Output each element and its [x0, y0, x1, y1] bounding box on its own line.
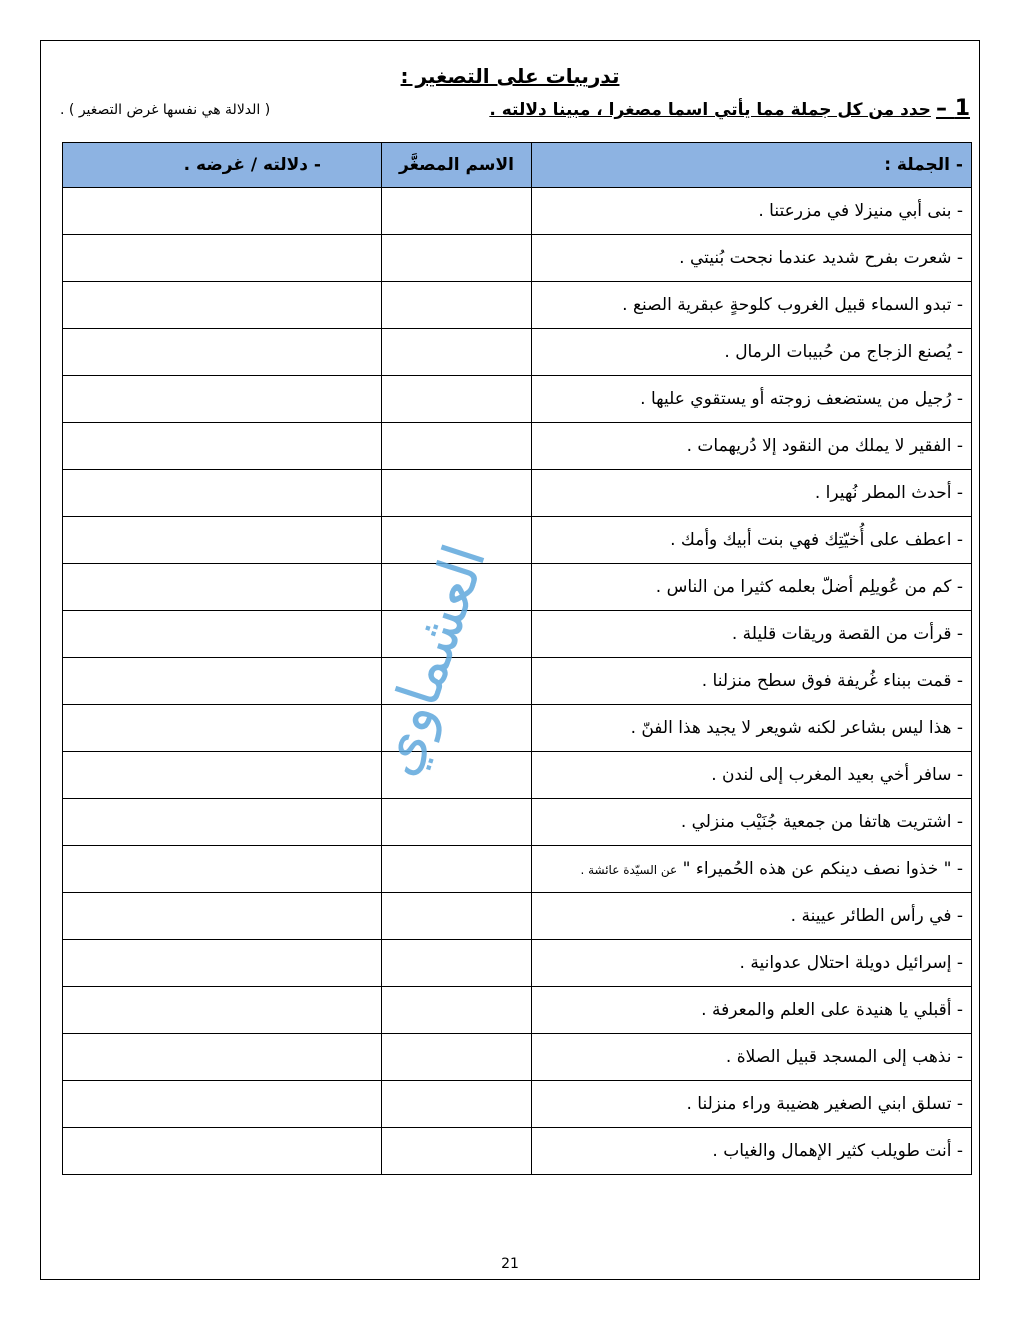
- instruction-text: حدد من كل جملة مما يأتي اسما مصغرا ، مبينا دلالته .: [489, 100, 931, 120]
- watermark: العشماوي: [360, 536, 500, 784]
- sentence-text: - أنت طويلب كثير الإهمال والغياب .: [712, 1141, 963, 1161]
- diminutive-answer-cell[interactable]: [382, 893, 532, 940]
- sentence-text: - اشتريت هاتفا من جمعية جُنَيْب منزلي .: [680, 812, 963, 832]
- diminutive-answer-cell[interactable]: [382, 235, 532, 282]
- table-row: [63, 329, 972, 376]
- sentence-text: - اعطف على أُخيّتِك فهي بنت أبيك وأمك .: [670, 530, 963, 550]
- sentence-cell: [532, 893, 972, 940]
- table-row: [63, 1128, 972, 1175]
- table-row: [63, 376, 972, 423]
- sentence-text: - في رأس الطائر عيينة .: [790, 906, 963, 926]
- diminutive-answer-cell[interactable]: [382, 376, 532, 423]
- sentence-cell: [532, 1081, 972, 1128]
- table-row: [63, 799, 972, 846]
- table-row: [63, 235, 972, 282]
- table-row: [63, 517, 972, 564]
- sentence-text: - تبدو السماء قبيل الغروب كلوحةٍ عبقرية الصنع .: [622, 295, 963, 315]
- sentence-text: - إسرائيل دويلة احتلال عدوانية .: [739, 953, 963, 973]
- diminutive-answer-cell[interactable]: [382, 329, 532, 376]
- meaning-answer-cell[interactable]: [63, 1034, 382, 1081]
- diminutive-answer-cell[interactable]: [382, 188, 532, 235]
- diminutive-answer-cell[interactable]: [382, 846, 532, 893]
- meaning-answer-cell[interactable]: [63, 282, 382, 329]
- meaning-answer-cell[interactable]: [63, 611, 382, 658]
- sentence-cell: [532, 329, 972, 376]
- page-title: [0, 64, 1020, 88]
- sentence-cell: [532, 940, 972, 987]
- sentence-cell: [532, 1128, 972, 1175]
- sentence-cell: [532, 470, 972, 517]
- sentence-cell: [532, 423, 972, 470]
- table-row: [63, 282, 972, 329]
- meaning-answer-cell[interactable]: [63, 846, 382, 893]
- sentence-cell: [532, 658, 972, 705]
- table-row: [63, 188, 972, 235]
- sentence-cell: [532, 611, 972, 658]
- diminutive-answer-cell[interactable]: [382, 1081, 532, 1128]
- table-row: [63, 611, 972, 658]
- sentence-text: - " خذوا نصف دينكم عن هذه الحُميراء ": [682, 859, 963, 879]
- meaning-answer-cell[interactable]: [63, 1081, 382, 1128]
- sentence-text: - نذهب إلى المسجد قبيل الصلاة .: [725, 1047, 963, 1067]
- table-row: [63, 658, 972, 705]
- meaning-answer-cell[interactable]: [63, 564, 382, 611]
- sentence-text: - بنى أبي منيزلا في مزرعتنا .: [758, 201, 963, 221]
- sentence-text: - كم من عُويلِم أضلّ بعلمه كثيرا من الناس .: [655, 577, 963, 597]
- sentence-text: - شعرت بفرح شديد عندما نجحت بُنيتي .: [679, 248, 963, 268]
- table-row: [63, 846, 972, 893]
- meaning-answer-cell[interactable]: [63, 752, 382, 799]
- meaning-answer-cell[interactable]: [63, 376, 382, 423]
- exercise-table: [62, 142, 972, 1175]
- sentence-cell: [532, 705, 972, 752]
- sentence-cell: [532, 1034, 972, 1081]
- meaning-answer-cell[interactable]: [63, 235, 382, 282]
- sentence-cell: [532, 517, 972, 564]
- table-row: [63, 987, 972, 1034]
- table-row: [63, 893, 972, 940]
- sentence-cell: [532, 564, 972, 611]
- sentence-cell: [532, 188, 972, 235]
- sentence-text: - أقبلي يا هنيدة على العلم والمعرفة .: [701, 1000, 963, 1020]
- title-text: تدريبات على التصغير :: [400, 64, 620, 88]
- table-row: [63, 1081, 972, 1128]
- diminutive-answer-cell[interactable]: [382, 423, 532, 470]
- diminutive-answer-cell[interactable]: [382, 940, 532, 987]
- diminutive-answer-cell[interactable]: [382, 282, 532, 329]
- header-meaning: - دلالته / غرضه .: [63, 143, 382, 188]
- table-row: [63, 1034, 972, 1081]
- meaning-answer-cell[interactable]: [63, 1128, 382, 1175]
- sentence-text: - الفقير لا يملك من النقود إلا دُريهمات .: [686, 436, 963, 456]
- meaning-answer-cell[interactable]: [63, 987, 382, 1034]
- sentence-cell: [532, 846, 972, 893]
- table-row: [63, 564, 972, 611]
- sentence-text: - يُصنع الزجاج من حُبيبات الرمال .: [724, 342, 963, 362]
- table-header-row: [63, 143, 972, 188]
- meaning-answer-cell[interactable]: [63, 329, 382, 376]
- sentence-cell: [532, 752, 972, 799]
- table-row: [63, 470, 972, 517]
- sentence-source-note: عن السيّدة عائشة .: [580, 863, 678, 877]
- header-diminutive: الاسم المصغَّر: [382, 143, 532, 188]
- table-row: [63, 705, 972, 752]
- diminutive-answer-cell[interactable]: [382, 1034, 532, 1081]
- table-row: [63, 423, 972, 470]
- sentence-cell: [532, 235, 972, 282]
- diminutive-answer-cell[interactable]: [382, 470, 532, 517]
- sentence-text: - تسلق ابني الصغير هضيبة وراء منزلنا .: [686, 1094, 963, 1114]
- meaning-answer-cell[interactable]: [63, 893, 382, 940]
- table-row: [63, 940, 972, 987]
- instruction-number: 1 –: [936, 96, 970, 121]
- sentence-cell: [532, 282, 972, 329]
- sentence-text: - أحدث المطر نُهيرا .: [814, 483, 963, 503]
- table-row: [63, 752, 972, 799]
- meaning-answer-cell[interactable]: [63, 517, 382, 564]
- meaning-answer-cell[interactable]: [63, 658, 382, 705]
- page-number: 21: [501, 1256, 519, 1272]
- meaning-answer-cell[interactable]: [63, 799, 382, 846]
- instruction: [60, 96, 970, 128]
- sentence-text: - قمت ببناء غُريفة فوق سطح منزلنا .: [701, 671, 963, 691]
- sentence-cell: [532, 376, 972, 423]
- meaning-answer-cell[interactable]: [63, 705, 382, 752]
- sentence-text: - قرأت من القصة وريقات قليلة .: [731, 624, 963, 644]
- diminutive-answer-cell[interactable]: [382, 799, 532, 846]
- meaning-answer-cell[interactable]: [63, 940, 382, 987]
- sentence-cell: [532, 799, 972, 846]
- sentence-text: - رُجيل من يستضعف زوجته أو يستقوي عليها .: [640, 389, 963, 409]
- sentence-text: - سافر أخي بعيد المغرب إلى لندن .: [711, 765, 963, 785]
- diminutive-answer-cell[interactable]: [382, 1128, 532, 1175]
- meaning-answer-cell[interactable]: [63, 423, 382, 470]
- sentence-text: - هذا ليس بشاعر لكنه شويعر لا يجيد هذا الفنّ .: [630, 718, 963, 738]
- diminutive-answer-cell[interactable]: [382, 987, 532, 1034]
- meaning-answer-cell[interactable]: [63, 470, 382, 517]
- header-sentence: - الجملة :: [532, 143, 972, 188]
- sentence-cell: [532, 987, 972, 1034]
- instruction-note: ( الدلالة هي نفسها غرض التصغير ) .: [60, 102, 271, 118]
- meaning-answer-cell[interactable]: [63, 188, 382, 235]
